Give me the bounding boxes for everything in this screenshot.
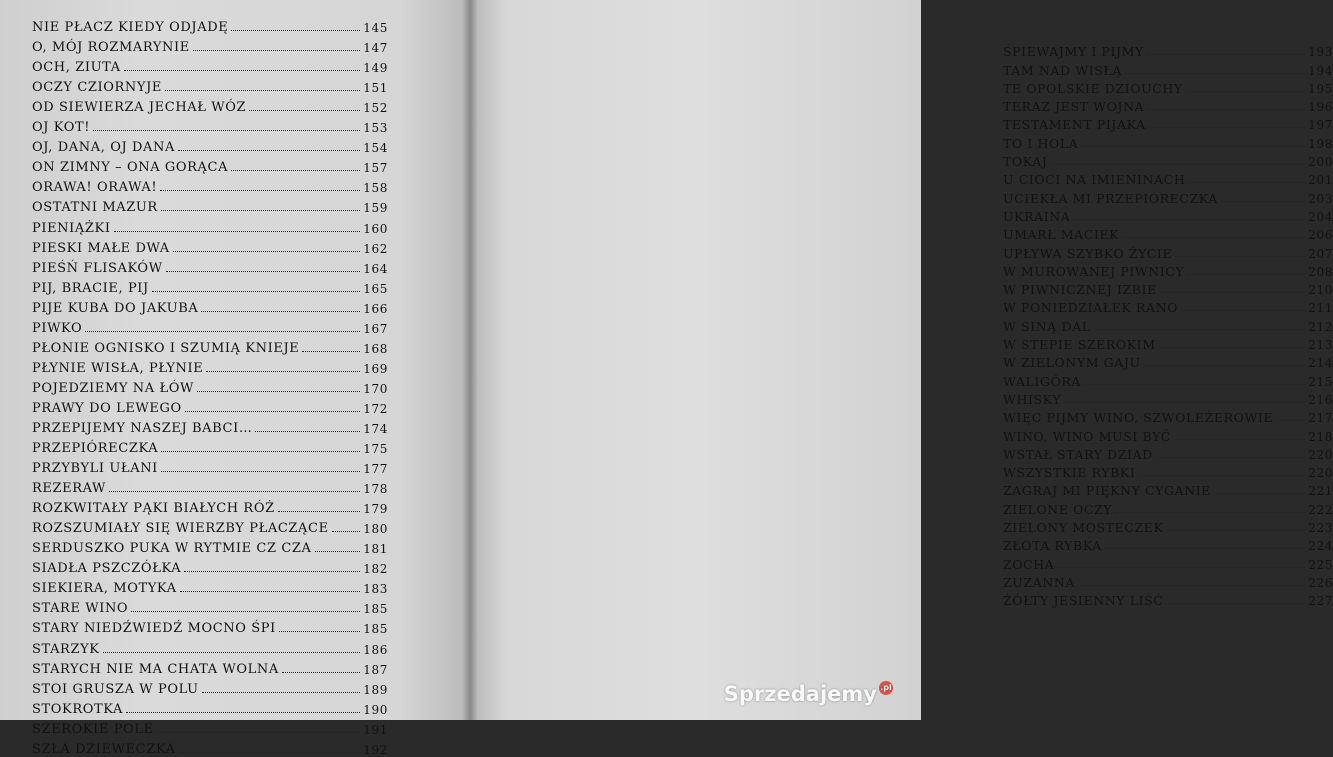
entry-page-number: 221: [1308, 484, 1333, 499]
dot-leader: [1186, 91, 1306, 92]
entry-title: ON ZIMNY – ONA GORĄCA: [32, 160, 229, 176]
entry-page-number: 175: [363, 442, 388, 457]
entry-title: WALIGÓRA: [1003, 373, 1081, 389]
entry-page-number: 180: [363, 522, 388, 537]
entry-title: TERAZ JEST WOJNA: [1003, 99, 1145, 115]
entry-title: ZIELONE OCZY: [1003, 501, 1113, 517]
toc-entry: [32, 657, 388, 677]
entry-page-number: 160: [363, 221, 388, 236]
toc-entry: [1003, 242, 1333, 260]
toc-entry: [1003, 480, 1333, 498]
entry-page-number: 214: [1308, 356, 1333, 371]
dot-leader: [157, 732, 361, 733]
dot-leader: [166, 271, 361, 272]
entry-page-number: 147: [363, 41, 388, 56]
toc-entry: [32, 596, 388, 616]
toc-entry: [32, 35, 388, 55]
entry-page-number: 200: [1308, 155, 1333, 170]
entry-page-number: 225: [1308, 557, 1333, 572]
toc-entry: [32, 476, 388, 496]
dot-leader: [1057, 567, 1305, 568]
dot-leader: [1144, 365, 1306, 366]
dot-leader: [114, 231, 361, 232]
toc-entry: [1003, 498, 1333, 516]
dot-leader: [185, 411, 361, 412]
dot-leader: [1156, 457, 1305, 458]
entry-title: WHISKY: [1003, 391, 1062, 407]
entry-page-number: 213: [1308, 338, 1333, 353]
dot-leader: [1064, 402, 1305, 403]
entry-title: SZEROKIE POLE: [32, 721, 154, 737]
entry-title: WINO, WINO MUSI BYĆ: [1003, 428, 1171, 444]
entry-title: PIJE KUBA DO JAKUBA: [32, 300, 199, 316]
entry-title: STARE WINO: [32, 601, 129, 617]
entry-page-number: 217: [1308, 411, 1333, 426]
dot-leader: [179, 752, 361, 753]
toc-entry: [1003, 96, 1333, 114]
entry-title: TOKAJ: [1003, 154, 1048, 170]
entry-page-number: 182: [363, 562, 388, 577]
entry-page-number: 157: [363, 161, 388, 176]
toc-entry: [32, 496, 388, 516]
entry-page-number: 189: [363, 682, 388, 697]
entry-title: POJEDZIEMY NA ŁÓW: [32, 380, 195, 396]
toc-entry: [32, 276, 388, 296]
entry-title: UPŁYWA SZYBKO ŻYCIE: [1003, 245, 1173, 261]
dot-leader: [1159, 347, 1306, 348]
dot-leader: [332, 531, 361, 532]
dot-leader: [255, 431, 360, 432]
entry-page-number: 178: [363, 482, 388, 497]
toc-entry: [1003, 389, 1333, 407]
toc-entry: [1003, 151, 1333, 169]
toc-entry: [32, 556, 388, 576]
dot-leader: [1175, 256, 1305, 257]
dot-leader: [1181, 310, 1305, 311]
toc-entry: [32, 456, 388, 476]
dot-leader: [231, 30, 360, 31]
entry-page-number: 194: [1308, 63, 1333, 78]
entry-page-number: 159: [363, 201, 388, 216]
entry-title: PIESKI MAŁE DWA: [32, 240, 170, 256]
entry-title: STARZYK: [32, 641, 100, 657]
dot-leader: [206, 371, 360, 372]
toc-entry: [1003, 169, 1333, 187]
entry-title: W SINĄ DAL: [1003, 318, 1091, 334]
dot-leader: [302, 351, 360, 352]
toc-entry: [32, 336, 388, 356]
entry-page-number: 185: [363, 602, 388, 617]
toc-entry: [1003, 78, 1333, 96]
dot-leader: [1276, 420, 1305, 421]
toc-entry: [32, 616, 388, 636]
toc-entry: [32, 356, 388, 376]
dot-leader: [1221, 201, 1305, 202]
toc-entry: [32, 55, 388, 75]
dot-leader: [1166, 530, 1305, 531]
dot-leader: [152, 291, 360, 292]
entry-page-number: 191: [363, 722, 388, 737]
toc-entry: [1003, 553, 1333, 571]
toc-entry: [32, 15, 388, 35]
entry-title: W STEPIE SZEROKIM: [1003, 337, 1156, 353]
toc-entry: [1003, 462, 1333, 480]
dot-leader: [1115, 512, 1305, 513]
toc-list-left: [32, 15, 388, 757]
left-page: [0, 0, 470, 757]
watermark-suffix-badge: .pl: [879, 681, 893, 695]
entry-page-number: 216: [1308, 392, 1333, 407]
entry-page-number: 211: [1308, 301, 1333, 316]
entry-title: ZAGRAJ MI PIĘKNY CYGANIE: [1003, 483, 1212, 499]
entry-page-number: 183: [363, 582, 388, 597]
dot-leader: [161, 210, 360, 211]
dot-leader: [1214, 493, 1305, 494]
entry-page-number: 227: [1308, 594, 1333, 609]
toc-entry: [1003, 206, 1333, 224]
toc-entry: [1003, 407, 1333, 425]
dot-leader: [1149, 127, 1306, 128]
entry-page-number: 158: [363, 181, 388, 196]
dot-leader: [165, 90, 360, 91]
toc-entry: [32, 376, 388, 396]
entry-page-number: 167: [363, 321, 388, 336]
entry-title: W ZIELONYM GAJU: [1003, 355, 1141, 371]
entry-page-number: 206: [1308, 228, 1333, 243]
entry-title: O, MÓJ ROZMARYNIE: [32, 40, 190, 56]
dot-leader: [1078, 585, 1305, 586]
dot-leader: [103, 652, 361, 653]
entry-page-number: 212: [1308, 319, 1333, 334]
toc-entry: [1003, 261, 1333, 279]
entry-title: OCH, ZIUTA: [32, 60, 121, 76]
entry-page-number: 218: [1308, 429, 1333, 444]
dot-leader: [109, 491, 360, 492]
entry-title: PRZYBYLI UŁANI: [32, 461, 158, 477]
dot-leader: [178, 150, 360, 151]
watermark-text: Sprzedajemy: [723, 682, 877, 706]
entry-title: PRZEPIJEMY NASZEJ BABCI…: [32, 420, 253, 436]
entry-page-number: 162: [363, 241, 388, 256]
entry-title: STOI GRUSZA W POLU: [32, 681, 199, 697]
toc-entry: [1003, 315, 1333, 333]
toc-entry: [32, 296, 388, 316]
dot-leader: [1188, 182, 1305, 183]
toc-entry: [32, 256, 388, 276]
dot-leader: [197, 391, 360, 392]
dot-leader: [1081, 146, 1305, 147]
dot-leader: [1094, 329, 1306, 330]
entry-title: UCIEKŁA MI PRZEPIÓRECZKA: [1003, 190, 1218, 206]
right-page: [470, 0, 1333, 720]
entry-page-number: 164: [363, 261, 388, 276]
dot-leader: [160, 190, 360, 191]
toc-entry: [32, 636, 388, 656]
entry-page-number: 168: [363, 341, 388, 356]
entry-page-number: 153: [363, 121, 388, 136]
entry-page-number: 207: [1308, 246, 1333, 261]
entry-title: UMARŁ MACIEK: [1003, 227, 1120, 243]
entry-page-number: 186: [363, 642, 388, 657]
toc-entry: [32, 95, 388, 115]
toc-entry: [32, 175, 388, 195]
toc-entry: [32, 697, 388, 717]
entry-title: SZŁA DZIEWECZKA: [32, 741, 176, 757]
toc-entry: [1003, 425, 1333, 443]
entry-title: PIENIĄŻKI: [32, 220, 111, 236]
entry-title: SERDUSZKO PUKA W RYTMIE CZ CZA: [32, 541, 312, 557]
entry-page-number: 198: [1308, 136, 1333, 151]
entry-title: TO I HOLA: [1003, 135, 1079, 151]
entry-page-number: 220: [1308, 447, 1333, 462]
entry-title: PIEŚŃ FLISAKÓW: [32, 260, 163, 276]
entry-page-number: 165: [363, 281, 388, 296]
entry-page-number: 177: [363, 462, 388, 477]
entry-page-number: 185: [363, 622, 388, 637]
entry-title: U CIOCI NA IMIENINACH: [1003, 172, 1186, 188]
toc-entry: [1003, 114, 1333, 132]
entry-title: STOKROTKA: [32, 701, 124, 717]
toc-entry: [32, 416, 388, 436]
entry-title: ORAWA! ORAWA!: [32, 180, 158, 196]
dot-leader: [93, 130, 360, 131]
dot-leader: [184, 571, 360, 572]
toc-entry: [32, 436, 388, 456]
toc-entry: [32, 195, 388, 215]
entry-title: PŁYNIE WISŁA, PŁYNIE: [32, 360, 204, 376]
entry-title: TAM NAD WISŁĄ: [1003, 62, 1122, 78]
toc-list-right: [1003, 41, 1333, 608]
entry-title: OJ, DANA, OJ DANA: [32, 140, 175, 156]
entry-title: STARYCH NIE MA CHATA WOLNA: [32, 661, 279, 677]
entry-title: OCZY CZIORNYJE: [32, 80, 162, 96]
toc-entry: [1003, 352, 1333, 370]
dot-leader: [249, 110, 360, 111]
entry-page-number: 169: [363, 361, 388, 376]
toc-entry: [1003, 444, 1333, 462]
dot-leader: [1125, 73, 1305, 74]
dot-leader: [1160, 292, 1305, 293]
dot-leader: [278, 511, 361, 512]
entry-title: PIWKO: [32, 320, 83, 336]
dot-leader: [180, 591, 361, 592]
toc-entry: [32, 115, 388, 135]
toc-entry: [1003, 132, 1333, 150]
dot-leader: [161, 471, 360, 472]
entry-page-number: 208: [1308, 264, 1333, 279]
watermark-logo: [724, 682, 893, 706]
entry-page-number: 223: [1308, 521, 1333, 536]
entry-page-number: 174: [363, 421, 388, 436]
entry-page-number: 192: [363, 742, 388, 757]
entry-page-number: 154: [363, 141, 388, 156]
entry-title: WIĘC PIJMY WINO, SZWOLEŻEROWIE: [1003, 410, 1274, 426]
dot-leader: [193, 50, 360, 51]
entry-title: OD SIEWIERZA JECHAŁ WÓZ: [32, 100, 247, 116]
dot-leader: [1187, 274, 1305, 275]
entry-title: WSTAŁ STARY DZIAD: [1003, 446, 1153, 462]
entry-title: OSTATNI MAZUR: [32, 200, 158, 216]
dot-leader: [1138, 475, 1305, 476]
entry-page-number: 149: [363, 61, 388, 76]
toc-entry: [32, 236, 388, 256]
entry-page-number: 190: [363, 702, 388, 717]
entry-page-number: 224: [1308, 539, 1333, 554]
toc-entry: [32, 396, 388, 416]
entry-title: ROZKWITAŁY PĄKI BIAŁYCH RÓŻ: [32, 501, 275, 517]
entry-title: SIADŁA PSZCZÓŁKA: [32, 561, 182, 577]
dot-leader: [279, 631, 360, 632]
entry-page-number: 210: [1308, 283, 1333, 298]
entry-title: ZUZANNA: [1003, 574, 1076, 590]
dot-leader: [124, 70, 361, 71]
entry-title: PIJ, BRACIE, PIJ: [32, 280, 149, 296]
toc-entry: [32, 677, 388, 697]
entry-title: PRAWY DO LEWEGO: [32, 400, 182, 416]
entry-page-number: 145: [363, 21, 388, 36]
entry-title: ZOCHA: [1003, 556, 1055, 572]
entry-page-number: 215: [1308, 374, 1333, 389]
toc-entry: [32, 316, 388, 336]
entry-title: OJ KOT!: [32, 120, 91, 136]
toc-entry: [32, 215, 388, 235]
dot-leader: [282, 672, 360, 673]
entry-page-number: 226: [1308, 575, 1333, 590]
entry-title: NIE PŁACZ KIEDY ODJADĘ: [32, 20, 229, 36]
entry-title: ZIELONY MOSTECZEK: [1003, 520, 1164, 536]
entry-title: W MUROWANEJ PIWNICY: [1003, 263, 1185, 279]
entry-title: ZŁOTA RYBKA: [1003, 538, 1102, 554]
entry-page-number: 196: [1308, 100, 1333, 115]
dot-leader: [1166, 603, 1305, 604]
dot-leader: [1050, 164, 1305, 165]
entry-title: SIEKIERA, MOTYKA: [32, 581, 177, 597]
entry-title: UKRAINA: [1003, 208, 1071, 224]
toc-entry: [32, 516, 388, 536]
dot-leader: [231, 170, 360, 171]
dot-leader: [1105, 548, 1305, 549]
toc-entry: [32, 576, 388, 596]
dot-leader: [85, 331, 360, 332]
entry-page-number: 151: [363, 81, 388, 96]
entry-title: PRZEPIÓRECZKA: [32, 441, 159, 457]
entry-page-number: 222: [1308, 502, 1333, 517]
entry-page-number: 179: [363, 502, 388, 517]
entry-page-number: 166: [363, 301, 388, 316]
entry-page-number: 172: [363, 401, 388, 416]
toc-entry: [1003, 41, 1333, 59]
dot-leader: [201, 311, 360, 312]
entry-title: REZERAW: [32, 481, 107, 497]
entry-title: WSZYSTKIE RYBKI: [1003, 465, 1136, 481]
dot-leader: [315, 551, 361, 552]
dot-leader: [1073, 219, 1305, 220]
toc-entry: [32, 135, 388, 155]
entry-title: PŁONIE OGNISKO I SZUMIĄ KNIEJE: [32, 340, 300, 356]
toc-entry: [32, 536, 388, 556]
entry-title: ŻÓŁTY JESIENNY LIŚĆ: [1003, 593, 1164, 609]
entry-title: W PIWNICZNEJ IZBIE: [1003, 282, 1157, 298]
dot-leader: [173, 251, 360, 252]
toc-entry: [32, 155, 388, 175]
dot-leader: [1147, 109, 1305, 110]
entry-page-number: 193: [1308, 45, 1333, 60]
toc-entry: [1003, 279, 1333, 297]
toc-entry: [1003, 517, 1333, 535]
toc-entry: [1003, 572, 1333, 590]
entry-page-number: 201: [1308, 173, 1333, 188]
toc-entry: [32, 737, 388, 757]
entry-page-number: 187: [363, 662, 388, 677]
dot-leader: [126, 712, 360, 713]
toc-entry: [1003, 334, 1333, 352]
entry-title: ROZSZUMIAŁY SIĘ WIERZBY PŁACZĄCE: [32, 521, 329, 537]
entry-title: W PONIEDZIAŁEK RANO: [1003, 300, 1178, 316]
entry-page-number: 204: [1308, 209, 1333, 224]
dot-leader: [161, 451, 360, 452]
toc-entry: [1003, 370, 1333, 388]
entry-title: TESTAMENT PIJAKA: [1003, 117, 1146, 133]
entry-page-number: 197: [1308, 118, 1333, 133]
book-gutter: [462, 0, 478, 720]
toc-entry: [1003, 59, 1333, 77]
dot-leader: [1174, 439, 1305, 440]
dot-leader: [1147, 54, 1305, 55]
entry-title: STARY NIEDŹWIEDŹ MOCNO ŚPI: [32, 621, 276, 637]
toc-entry: [1003, 187, 1333, 205]
entry-title: TE OPOLSKIE DZIOUCHY: [1003, 80, 1183, 96]
toc-entry: [1003, 224, 1333, 242]
entry-page-number: 220: [1308, 466, 1333, 481]
dot-leader: [1084, 384, 1305, 385]
toc-entry: [1003, 297, 1333, 315]
entry-page-number: 195: [1308, 81, 1333, 96]
entry-page-number: 203: [1308, 191, 1333, 206]
entry-title: ŚPIEWAJMY I PIJMY: [1003, 44, 1144, 60]
dot-leader: [1122, 237, 1305, 238]
entry-page-number: 170: [363, 381, 388, 396]
entry-page-number: 181: [363, 542, 388, 557]
toc-entry: [32, 75, 388, 95]
toc-entry: [32, 717, 388, 737]
dot-leader: [131, 611, 360, 612]
dot-leader: [202, 692, 361, 693]
entry-page-number: 152: [363, 101, 388, 116]
toc-entry: [1003, 535, 1333, 553]
toc-entry: [1003, 590, 1333, 608]
